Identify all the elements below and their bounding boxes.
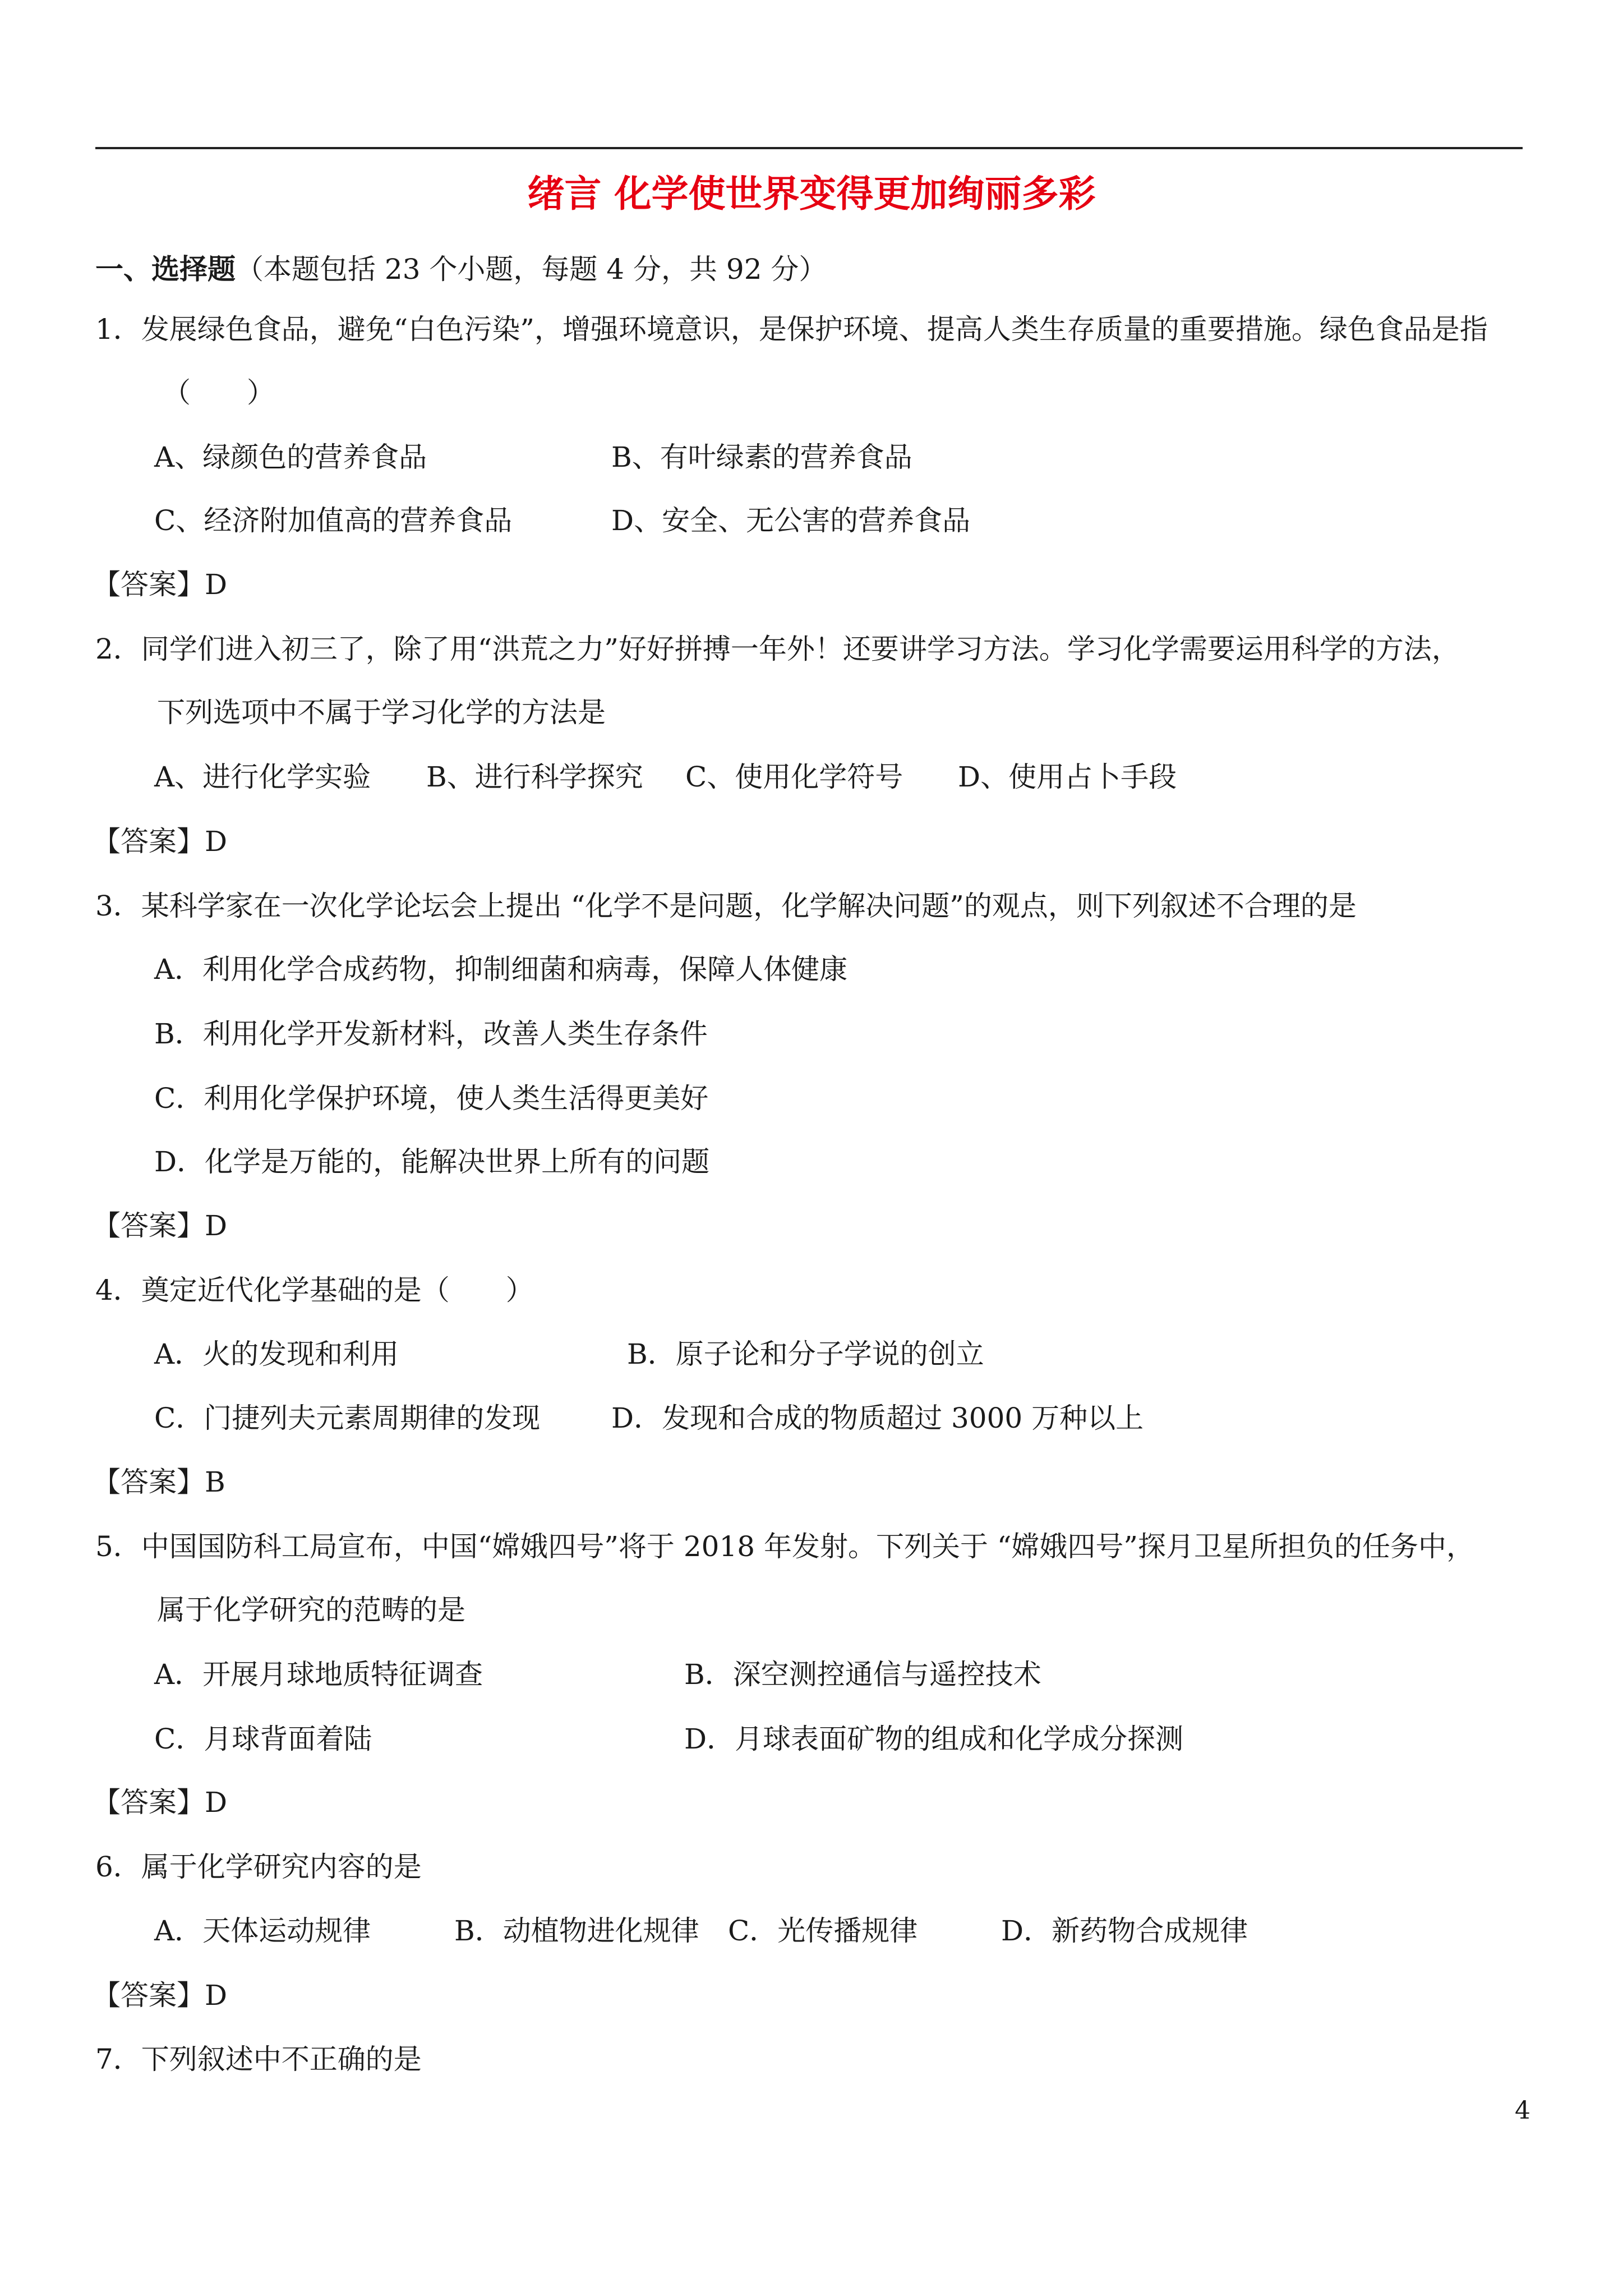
question-5-answer: 【答案】D [93, 1786, 228, 1819]
question-3-option-c: C．利用化学保护环境，使人类生活得更美好 [154, 1082, 709, 1115]
question-4-option-c: C．门捷列夫元素周期律的发现 [154, 1402, 541, 1434]
question-1-option-d: D、安全、无公害的营养食品 [611, 504, 971, 537]
question-1-stem-line-2: （ ） [163, 376, 275, 409]
question-5-stem-line-1: 5．中国国防科工局宣布，中国“嫦娥四号”将于 2018 年发射。下列关于 “嫦娥四号”探月卫星所担负的任务中， [95, 1530, 1474, 1563]
question-6-option-b: B．动植物进化规律 [454, 1915, 699, 1947]
question-6-option-a: A．天体运动规律 [154, 1915, 371, 1947]
page-number: 4 [1515, 2096, 1530, 2125]
question-1-answer: 【答案】D [93, 568, 228, 601]
question-3-option-b: B．利用化学开发新材料，改善人类生存条件 [154, 1018, 708, 1050]
question-6-option-d: D．新药物合成规律 [1001, 1915, 1248, 1947]
question-3-option-a: A．利用化学合成药物，抑制细菌和病毒，保障人体健康 [154, 953, 848, 986]
question-4-answer: 【答案】B [93, 1466, 225, 1498]
question-6-stem-line-1: 6．属于化学研究内容的是 [95, 1851, 422, 1883]
question-6-option-c: C．光传播规律 [728, 1915, 918, 1947]
question-3-option-d: D．化学是万能的，能解决世界上所有的问题 [154, 1145, 710, 1178]
question-1-option-a: A、绿颜色的营养食品 [154, 441, 427, 473]
question-1-option-c: C、经济附加值高的营养食品 [154, 504, 513, 537]
question-1-stem-line-1: 1．发展绿色食品，避免“白色污染”，增强环境意识，是保护环境、提高人类生存质量的重要措施。绿色食品是指 [95, 313, 1488, 346]
question-2-option-b: B、进行科学探究 [426, 761, 643, 793]
section-heading-note: （本题包括 23 个小题，每题 4 分，共 92 分） [236, 253, 827, 286]
header-rule [95, 147, 1523, 149]
question-4-option-d: D．发现和合成的物质超过 3000 万种以上 [611, 1402, 1144, 1434]
question-2-option-d: D、使用占卜手段 [958, 761, 1177, 793]
question-3-stem-line-1: 3．某科学家在一次化学论坛会上提出 “化学不是问题，化学解决问题”的观点，则下列叙述不合理的是 [95, 890, 1357, 922]
question-3-answer: 【答案】D [93, 1209, 228, 1242]
question-5-option-a: A．开展月球地质特征调查 [154, 1658, 483, 1691]
question-2-option-c: C、使用化学符号 [685, 761, 903, 793]
question-5-stem-line-2: 属于化学研究的范畴的是 [157, 1594, 465, 1626]
section-heading-label: 一、选择题 [95, 252, 236, 286]
question-2-answer: 【答案】D [93, 825, 228, 858]
document-title: 绪言 化学使世界变得更加绚丽多彩 [527, 172, 1096, 215]
question-7-stem-line-1: 7．下列叙述中不正确的是 [95, 2043, 422, 2076]
question-2-stem-line-1: 2．同学们进入初三了，除了用“洪荒之力”好好拼搏一年外！还要讲学习方法。学习化学需要运用科学的方法， [95, 633, 1460, 665]
question-4-stem-line-1: 4．奠定近代化学基础的是（ ） [95, 1274, 534, 1306]
question-5-option-d: D．月球表面矿物的组成和化学成分探测 [684, 1723, 1184, 1755]
question-2-option-a: A、进行化学实验 [154, 761, 371, 793]
question-4-option-a: A．火的发现和利用 [154, 1338, 399, 1370]
question-1-option-b: B、有叶绿素的营养食品 [611, 441, 912, 473]
question-5-option-b: B．深空测控通信与遥控技术 [684, 1658, 1041, 1691]
question-2-stem-line-2: 下列选项中不属于学习化学的方法是 [157, 696, 606, 729]
question-6-answer: 【答案】D [93, 1979, 228, 2012]
question-4-option-b: B．原子论和分子学说的创立 [627, 1338, 984, 1370]
question-5-option-c: C．月球背面着陆 [154, 1723, 372, 1755]
section-heading [95, 252, 827, 286]
